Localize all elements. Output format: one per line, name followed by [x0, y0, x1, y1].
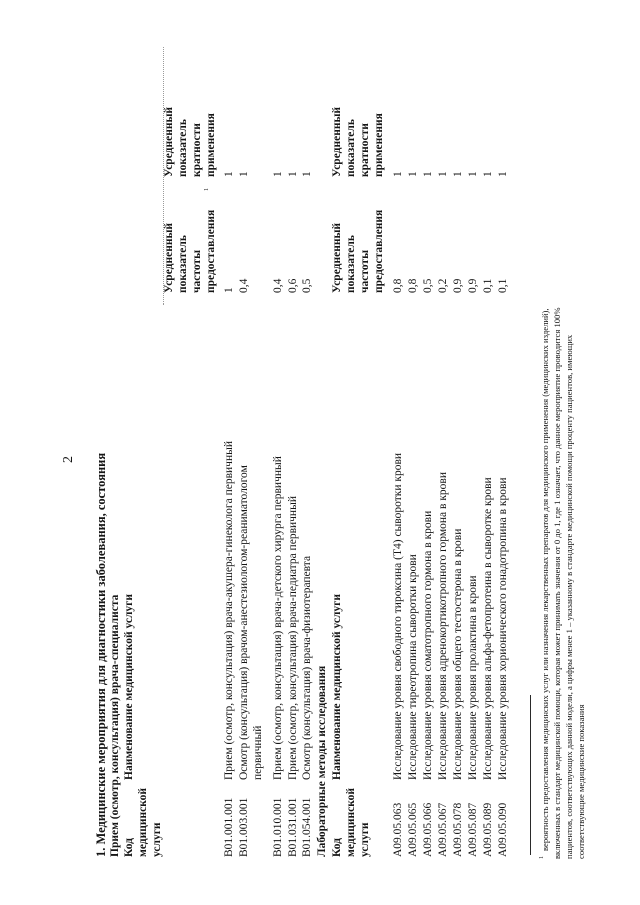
lab-code: A09.05.067: [437, 802, 449, 857]
rotated-page-content: [32, 40, 592, 865]
service-frequency: 0,6: [287, 278, 299, 293]
lab-frequency: 0,2: [437, 278, 449, 293]
header-dotted-line: [163, 47, 164, 305]
service-name: Прием (осмотр, консультация) врача-детского хирурга первичный: [272, 456, 284, 780]
header-name: Наименование медицинской услуги: [331, 593, 343, 780]
footnote-line-3: пациентов, соответствующих данной модели, а цифры менее 1 – указанному в стандарте медицинской помощи проценту пациентов, имеющих: [564, 334, 574, 859]
header-code-line-1: Код: [123, 837, 135, 857]
lab-multiplicity: 1: [422, 171, 434, 177]
lab-code: A09.05.078: [452, 802, 464, 857]
lab-name: Исследование уровня общего тестостерона в крови: [452, 528, 464, 780]
header-multiplicity-line-3: кратности: [191, 123, 203, 177]
lab-code: A09.05.090: [497, 802, 509, 857]
header-frequency-line-2: показатель: [177, 235, 189, 293]
header-code-line-1: Код: [331, 837, 343, 857]
lab-frequency: 0,1: [497, 278, 509, 293]
lab-subtitle: Лабораторные методы исследования: [316, 665, 328, 857]
service-name: Осмотр (консультация) врачом-анестезиологом-реаниматологом: [238, 465, 250, 780]
header-frequency-footnote-mark: 1: [204, 188, 210, 191]
header-frequency-line-4: предоставления: [205, 209, 217, 293]
service-multiplicity: 1: [238, 171, 250, 177]
header-multiplicity-line-1: Усредненный: [331, 106, 343, 177]
service-code: B01.010.001: [272, 797, 284, 857]
service-name: Прием (осмотр, консультация) врача-педиатра первичный: [287, 496, 299, 780]
service-code: B01.031.001: [287, 797, 299, 857]
lab-multiplicity: 1: [452, 171, 464, 177]
page-number: 2: [61, 456, 76, 463]
lab-name: Исследование уровня свободного тироксина (Т4) сыворотки крови: [392, 452, 404, 780]
lab-multiplicity: 1: [437, 171, 449, 177]
lab-name: Исследование уровня хорионического гонадотропина в крови: [497, 477, 509, 780]
service-frequency: 0,4: [238, 278, 250, 293]
lab-code: A09.05.089: [482, 802, 494, 857]
consultation-subtitle: Прием (осмотр, консультация) врача-специалиста: [109, 594, 121, 857]
service-multiplicity: 1: [272, 171, 284, 177]
footnote-line-1: вероятность предоставления медицинских услуг или назначения лекарственных препаратов для медицинского применения (медицинских изделий),: [540, 308, 550, 851]
lab-name: Исследование уровня пролактина в крови: [467, 575, 479, 780]
service-code: B01.054.001: [301, 797, 313, 857]
service-code: B01.001.001: [223, 797, 235, 857]
footnote-separator: [530, 695, 531, 855]
lab-name: Исследование уровня альфа-фетопротеина в сыворотке крови: [482, 477, 494, 780]
header-frequency-line-1: Усредненный: [331, 222, 343, 293]
service-multiplicity: 1: [287, 171, 299, 177]
service-name: Прием (осмотр, консультация) врача-акушера-гинеколога первичный: [223, 441, 235, 780]
footnote-line-4: соответствующие медицинские показания: [576, 704, 586, 859]
lab-code: A09.05.065: [407, 802, 419, 857]
lab-frequency: 0,9: [452, 278, 464, 293]
lab-multiplicity: 1: [407, 171, 419, 177]
footnote-marker: 1: [539, 856, 545, 859]
header-frequency-line-2: показатель: [345, 235, 357, 293]
header-multiplicity-line-1: Усредненный: [163, 106, 175, 177]
lab-name: Исследование тиреотропина сыворотки крови: [407, 554, 419, 780]
lab-frequency: 0,8: [392, 278, 404, 293]
lab-multiplicity: 1: [482, 171, 494, 177]
service-code: B01.003.001: [238, 797, 250, 857]
lab-multiplicity: 1: [497, 171, 509, 177]
lab-multiplicity: 1: [392, 171, 404, 177]
header-multiplicity-line-4: применения: [205, 113, 217, 177]
lab-code: A09.05.087: [467, 802, 479, 857]
service-multiplicity: 1: [223, 171, 235, 177]
header-name: Наименование медицинской услуги: [123, 593, 135, 780]
header-multiplicity-line-2: показатель: [177, 119, 189, 177]
lab-frequency: 0,8: [407, 278, 419, 293]
lab-code: A09.05.063: [392, 802, 404, 857]
service-name-continued: первичный: [252, 725, 264, 780]
header-code-line-3: услуги: [151, 822, 163, 857]
lab-frequency: 0,5: [422, 278, 434, 293]
section-title: 1. Медицинские мероприятия для диагностики заболевания, состояния: [94, 452, 108, 857]
header-code-line-2: медицинской: [137, 787, 149, 857]
lab-frequency: 0,9: [467, 278, 479, 293]
header-code-line-3: услуги: [359, 822, 371, 857]
service-frequency: 0,5: [301, 278, 313, 293]
header-frequency-line-3: частоты: [191, 249, 203, 293]
service-name: Осмотр (консультация) врача-физиотерапевта: [301, 555, 313, 780]
lab-name: Исследование уровня адренокортикотропного гормона в крови: [437, 472, 449, 780]
header-frequency-line-3: частоты: [359, 249, 371, 293]
lab-name: Исследование уровня соматотропного гормона в крови: [422, 510, 434, 780]
header-frequency-line-4: предоставления: [373, 209, 385, 293]
header-multiplicity-line-3: кратности: [359, 123, 371, 177]
lab-code: A09.05.066: [422, 802, 434, 857]
service-multiplicity: 1: [301, 171, 313, 177]
footnote-line-2: включенных в стандарт медицинской помощи, которая может принимать значения от 0 до 1, где 1 означает, что данное мероприятие проводится 100%: [552, 307, 562, 859]
service-frequency: 0,4: [272, 278, 284, 293]
header-frequency-line-1: Усредненный: [163, 222, 175, 293]
header-multiplicity-line-4: применения: [373, 113, 385, 177]
lab-frequency: 0,1: [482, 278, 494, 293]
header-code-line-2: медицинской: [345, 787, 357, 857]
header-multiplicity-line-2: показатель: [345, 119, 357, 177]
lab-multiplicity: 1: [467, 171, 479, 177]
service-frequency: 1: [223, 287, 235, 293]
